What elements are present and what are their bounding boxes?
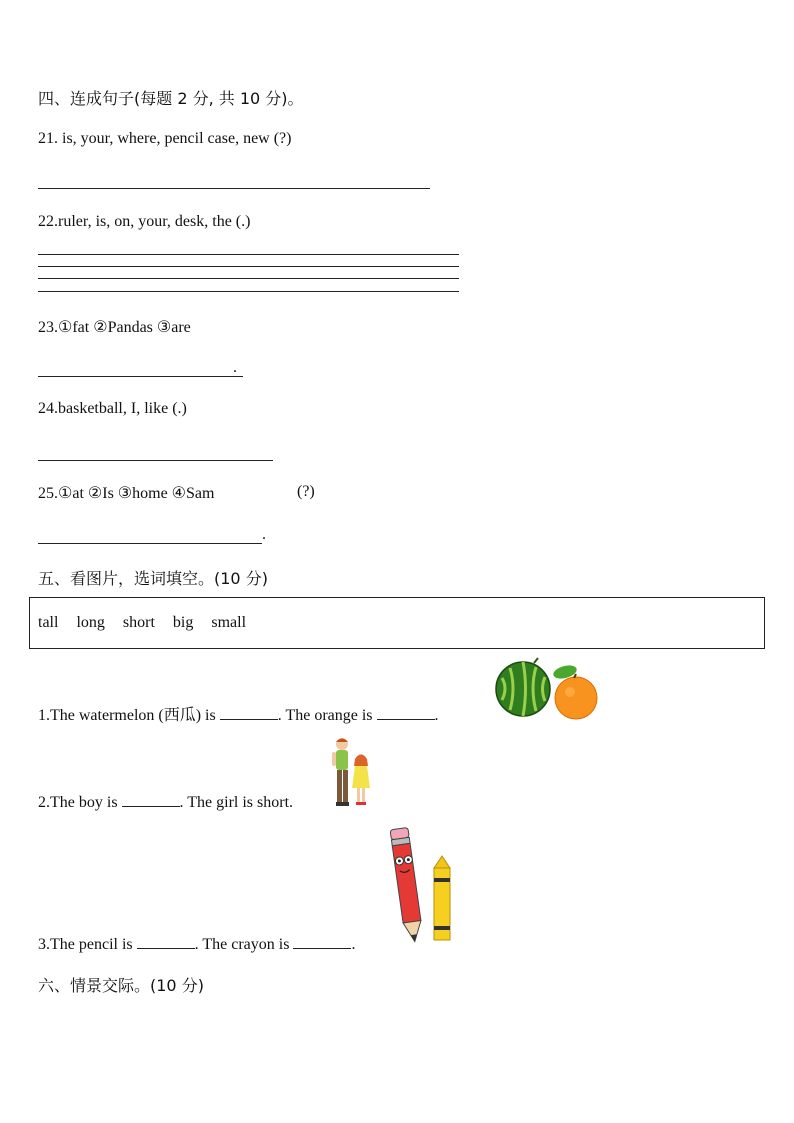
blank-3a[interactable] [137, 934, 195, 949]
answer-line-23[interactable] [38, 376, 243, 377]
watermelon-icon [496, 658, 550, 716]
boy-icon [332, 738, 349, 806]
section-5-heading: 五、看图片，选词填空。(10 分) [38, 569, 268, 588]
question-24: 24.basketball, I, like (.) [38, 400, 187, 417]
question-22: 22.ruler, is, on, your, desk, the (.) [38, 213, 251, 230]
question-23-period: . [233, 359, 237, 376]
fill-question-1 [38, 702, 439, 725]
word-long: long [76, 614, 105, 631]
fill-question-3-text-b: . The crayon is [194, 936, 290, 953]
fill-question-2 [38, 792, 293, 812]
section-4-heading: 四、连成句子(每题 2 分, 共 10 分)。 [38, 89, 304, 108]
question-25-mark: (?) [297, 483, 315, 500]
fill-question-1-text-c: . [434, 707, 439, 724]
question-25-period: . [262, 526, 266, 543]
word-short: short [122, 614, 155, 631]
question-25: 25.①at ②Is ③home ④Sam [38, 485, 215, 502]
answer-line-22b [38, 266, 459, 267]
fill-question-3 [38, 934, 355, 954]
word-bank [38, 614, 260, 632]
fill-question-3-text-a: 3.The pencil is [38, 936, 133, 953]
question-23: 23.①fat ②Pandas ③are [38, 319, 191, 336]
boy-girl-image [330, 736, 372, 808]
blank-1a[interactable] [220, 705, 278, 720]
fill-question-2-text-b: . The girl is short. [179, 794, 294, 811]
watermelon-orange-image [494, 658, 604, 720]
word-tall: tall [38, 614, 59, 631]
fill-question-1-text-b: . The orange is [277, 707, 373, 724]
word-small: small [211, 614, 247, 631]
girl-icon [352, 755, 370, 806]
answer-line-21[interactable] [38, 188, 430, 189]
answer-line-25[interactable] [38, 543, 262, 544]
section-6-heading: 六、情景交际。(10 分) [38, 976, 204, 995]
answer-line-22a[interactable] [38, 254, 459, 255]
word-big: big [172, 614, 194, 631]
blank-3b[interactable] [293, 934, 351, 949]
fill-question-1-text-a: 1.The watermelon (西瓜) is [38, 707, 216, 724]
answer-line-22d [38, 291, 459, 292]
crayon-icon [434, 856, 450, 940]
blank-1b[interactable] [377, 705, 435, 720]
question-21: 21. is, your, where, pencil case, new (?) [38, 130, 292, 147]
answer-line-22c [38, 278, 459, 279]
pencil-crayon-image [390, 826, 454, 948]
fill-question-3-text-c: . [351, 936, 356, 953]
answer-line-24[interactable] [38, 460, 273, 461]
blank-2a[interactable] [122, 792, 180, 807]
fill-question-2-text-a: 2.The boy is [38, 794, 118, 811]
orange-icon [552, 663, 597, 719]
pencil-icon [390, 827, 424, 942]
